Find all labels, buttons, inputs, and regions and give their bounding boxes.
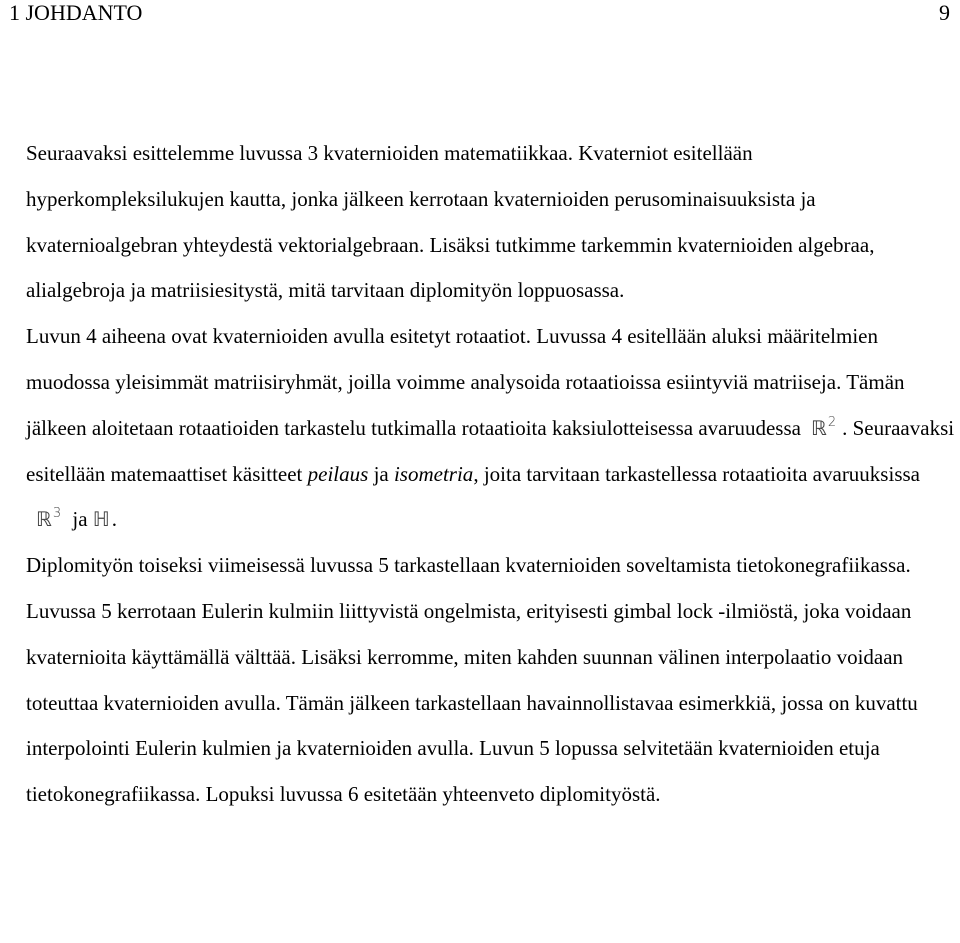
p2-text-2: . Seuraavaksi esitellään matemaattiset käsitteet [26,415,955,486]
page-number: 9 [939,0,950,25]
paragraph-3: Diplomityön toiseksi viimeisessä luvussa 5 tarkastellaan kvaternioiden soveltamista tietokonegrafiikassa. Luvussa 5 kerrotaan Eulerin kulmiin liittyvistä ongelmista, erityisesti gimbal lock -ilmiöstä, joka voidaan kvaternioita käyttämällä välttää. Lisäksi kerromme, miten kahden suunnan välinen interpolaatio voidaan toteuttaa kvaternioiden avulla. Tämän jälkeen tarkastellaan havainnollistavaa esimerkkiä, jossa on kuvattu interpolointi Eulerin kulmien ja kvaternioiden avulla. Luvun 5 lopussa selvitetään kvaternioiden etuja tietokonegrafiikassa. Lopuksi luvussa 6 esitetään yhteenveto diplomityöstä. [26,553,918,807]
p2-text-6: . [111,507,118,532]
term-isometria: isometria [393,461,474,486]
document-body [7,131,955,818]
paragraph-1: Seuraavaksi esittelemme luvussa 3 kvaternioiden matematiikkaa. Kvaterniot esitellään hyperkompleksilukujen kautta, jonka jälkeen kerrotaan kvaternioiden perusominaisuuksista ja kvaternioalgebran yhteydestä vektorialgebraan. Lisäksi tutkimme tarkemmin kvaternioiden algebraa, alialgebroja ja matriisiesitystä, mitä tarvitaan diplomityön loppuosassa. [26,141,875,303]
chapter-title: 1 JOHDANTO [9,0,143,25]
exponent-2: 2 [827,414,837,430]
p2-text-3: ja [368,461,394,486]
paragraph-2 [7,314,955,543]
p2-text-4: , joita tarvitaan tarkastellessa rotaatioita avaruuksissa [473,461,920,486]
exponent-3: 3 [52,506,62,522]
quaternion-symbol: ℍ [92,507,110,532]
term-peilaus: peilaus [307,461,369,486]
real-numbers-symbol: ℝ$^2$ [810,414,837,440]
real-numbers-symbol-3: ℝ$^3$ [36,506,62,532]
p2-text-5: ja [67,507,88,532]
page-header [9,0,950,28]
p2-text-1: Luvun 4 aiheena ovat kvaternioiden avulla esitetyt rotaatiot. Luvussa 4 esitellään aluksi määritelmien muodossa yleisimmät matriisiryhmät, joilla voimme analysoida rotaatioissa esiintyviä matriiseja. Tämän jälkeen aloitetaan rotaatioiden tarkastelu tutkimalla rotaatioita kaksiulotteisessa avaruudessa [26,324,905,440]
